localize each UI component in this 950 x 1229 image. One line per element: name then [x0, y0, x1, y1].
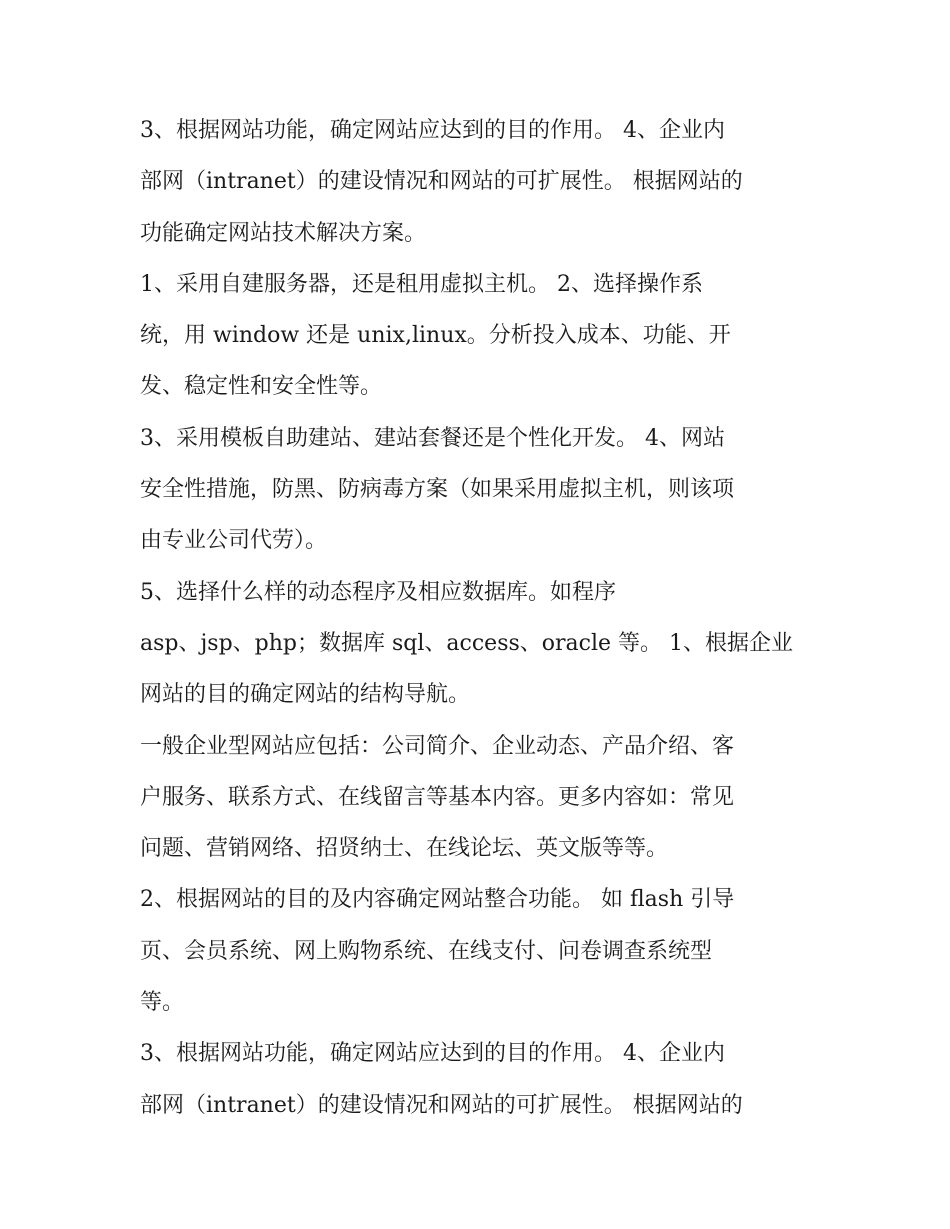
text-line-20: 部网（intranet）的建设情况和网站的可扩展性。 根据网站的: [140, 1092, 743, 1118]
text-line-18: 等。: [140, 990, 185, 1016]
text-line-13: 一般企业型网站应包括：公司简介、企业动态、产品介绍、客: [140, 733, 735, 759]
text-line-11: asp、jsp、php；数据库 sql、access、oracle 等。 1、根据企业: [140, 630, 794, 656]
text-line-15: 问题、营销网络、招贤纳士、在线论坛、英文版等等。: [140, 836, 669, 862]
text-line-10: 5、选择什么样的动态程序及相应数据库。如程序: [140, 579, 616, 605]
text-line-9: 由专业公司代劳）。: [140, 528, 328, 554]
text-line-4: 1、采用自建服务器，还是租用虚拟主机。 2、选择操作系: [140, 271, 703, 297]
text-line-2: 部网（intranet）的建设情况和网站的可扩展性。 根据网站的: [140, 169, 743, 195]
text-line-8: 安全性措施，防黑、防病毒方案（如果采用虚拟主机，则该项: [140, 477, 735, 503]
text-line-16: 2、根据网站的目的及内容确定网站整合功能。 如 flash 引导: [140, 887, 735, 913]
text-line-12: 网站的目的确定网站的结构导航。: [140, 682, 471, 708]
text-line-7: 3、采用模板自助建站、建站套餐还是个性化开发。 4、网站: [140, 425, 725, 451]
text-line-5: 统，用 window 还是 unix,linux。分析投入成本、功能、开: [140, 323, 731, 349]
text-line-1: 3、根据网站功能，确定网站应达到的目的作用。 4、企业内: [140, 118, 725, 143]
text-line-3: 功能确定网站技术解决方案。: [140, 220, 427, 246]
text-line-17: 页、会员系统、网上购物系统、在线支付、问卷调查系统型: [140, 938, 713, 964]
text-line-6: 发、稳定性和安全性等。: [140, 374, 383, 400]
text-line-14: 户服务、联系方式、在线留言等基本内容。更多内容如：常见: [140, 784, 735, 810]
text-line-19: 3、根据网站功能，确定网站应达到的目的作用。 4、企业内: [140, 1041, 725, 1067]
body-text: [140, 105, 830, 1131]
